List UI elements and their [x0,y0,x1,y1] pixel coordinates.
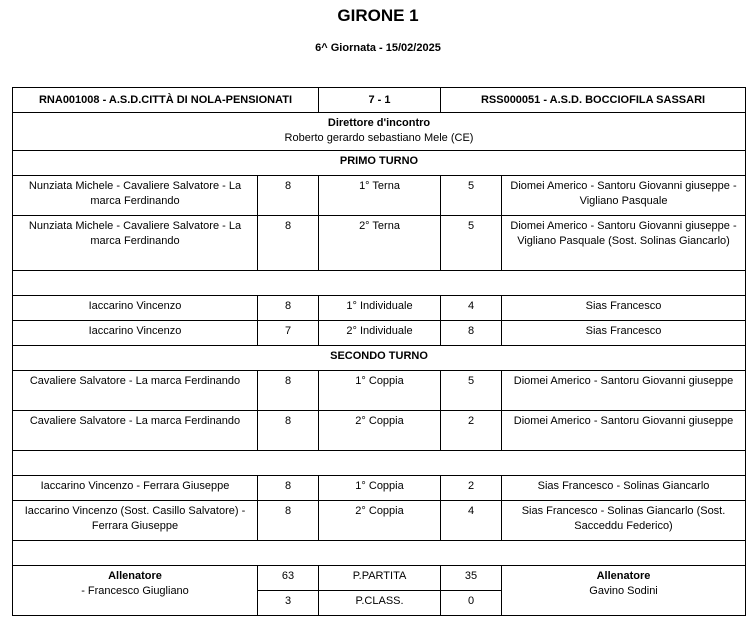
second-turn-header-row [13,346,746,371]
away-players-cell: Diomei Americo - Santoru Giovanni giuseppe [502,411,746,451]
director-name: Roberto gerardo sebastiano Mele (CE) [284,132,474,144]
class-points-label: P.CLASS. [319,591,441,616]
first-turn-header-row [13,151,746,176]
table-row [13,501,746,541]
match-sheet-table [12,87,746,616]
away-score-cell: 4 [441,501,502,541]
home-players-cell: Nunziata Michele - Cavaliere Salvatore - La marca Ferdinando [13,216,258,271]
table-row [13,476,746,501]
away-coach-cell [502,566,746,616]
spacer-cell [13,451,746,476]
director-cell [13,113,746,151]
home-score-cell: 8 [258,216,319,271]
spacer-row [13,271,746,296]
second-turn-label: SECONDO TURNO [13,346,746,371]
away-score-cell: 2 [441,411,502,451]
away-coach-name: Gavino Sodini [589,585,658,597]
home-players-cell: Iaccarino Vincenzo [13,296,258,321]
away-coach-label: Allenatore [596,570,651,582]
away-score-cell: 2 [441,476,502,501]
home-class-points: 3 [258,591,319,616]
first-turn-label: PRIMO TURNO [13,151,746,176]
away-players-cell: Diomei Americo - Santoru Giovanni giuseppe - Vigliano Pasquale (Sost. Solinas Giancarlo) [502,216,746,271]
page-title: GIRONE 1 [337,6,419,25]
home-score-cell: 8 [258,296,319,321]
director-label: Direttore d'incontro [327,117,431,129]
match-header-row [13,88,746,113]
game-type-cell: 1° Coppia [319,371,441,411]
matchday-subtitle: 6^ Giornata - 15/02/2025 [315,42,441,54]
game-type-cell: 2° Individuale [319,321,441,346]
game-type-cell: 2° Coppia [319,411,441,451]
table-row [13,321,746,346]
home-coach-cell [13,566,258,616]
spacer-row [13,451,746,476]
table-row [13,176,746,216]
home-players-cell: Iaccarino Vincenzo [13,321,258,346]
away-score-cell: 5 [441,176,502,216]
partita-points-row [13,566,746,591]
away-partita-points: 35 [441,566,502,591]
final-score-cell: 7 - 1 [319,88,441,113]
home-players-cell: Cavaliere Salvatore - La marca Ferdinando [13,411,258,451]
away-class-points: 0 [441,591,502,616]
away-score-cell: 5 [441,216,502,271]
game-type-cell: 1° Coppia [319,476,441,501]
game-type-cell: 1° Individuale [319,296,441,321]
table-row [13,371,746,411]
away-players-cell: Diomei Americo - Santoru Giovanni giuseppe - Vigliano Pasquale [502,176,746,216]
partita-points-label: P.PARTITA [319,566,441,591]
away-players-cell: Sias Francesco - Solinas Giancarlo [502,476,746,501]
game-type-cell: 2° Coppia [319,501,441,541]
home-score-cell: 8 [258,476,319,501]
home-players-cell: Nunziata Michele - Cavaliere Salvatore - La marca Ferdinando [13,176,258,216]
table-row [13,296,746,321]
home-score-cell: 8 [258,411,319,451]
home-score-cell: 8 [258,176,319,216]
away-score-cell: 8 [441,321,502,346]
director-row [13,113,746,151]
spacer-cell [13,541,746,566]
home-coach-label: Allenatore [108,570,162,582]
table-row [13,411,746,451]
home-score-cell: 8 [258,501,319,541]
home-team-cell: RNA001008 - A.S.D.CITTÀ DI NOLA-PENSIONATI [13,88,319,113]
spacer-row [13,541,746,566]
home-players-cell: Iaccarino Vincenzo - Ferrara Giuseppe [13,476,258,501]
home-players-cell: Iaccarino Vincenzo (Sost. Casillo Salvatore) - Ferrara Giuseppe [13,501,258,541]
table-row [13,216,746,271]
home-score-cell: 8 [258,371,319,411]
away-players-cell: Sias Francesco - Solinas Giancarlo (Sost. Sacceddu Federico) [502,501,746,541]
away-players-cell: Diomei Americo - Santoru Giovanni giuseppe [502,371,746,411]
home-players-cell: Cavaliere Salvatore - La marca Ferdinando [13,371,258,411]
spacer-cell [13,271,746,296]
away-score-cell: 4 [441,296,502,321]
away-score-cell: 5 [441,371,502,411]
away-players-cell: Sias Francesco [502,321,746,346]
away-players-cell: Sias Francesco [502,296,746,321]
game-type-cell: 2° Terna [319,216,441,271]
home-score-cell: 7 [258,321,319,346]
away-team-cell: RSS000051 - A.S.D. BOCCIOFILA SASSARI [441,88,746,113]
home-partita-points: 63 [258,566,319,591]
home-coach-name: - Francesco Giugliano [81,585,189,597]
game-type-cell: 1° Terna [319,176,441,216]
